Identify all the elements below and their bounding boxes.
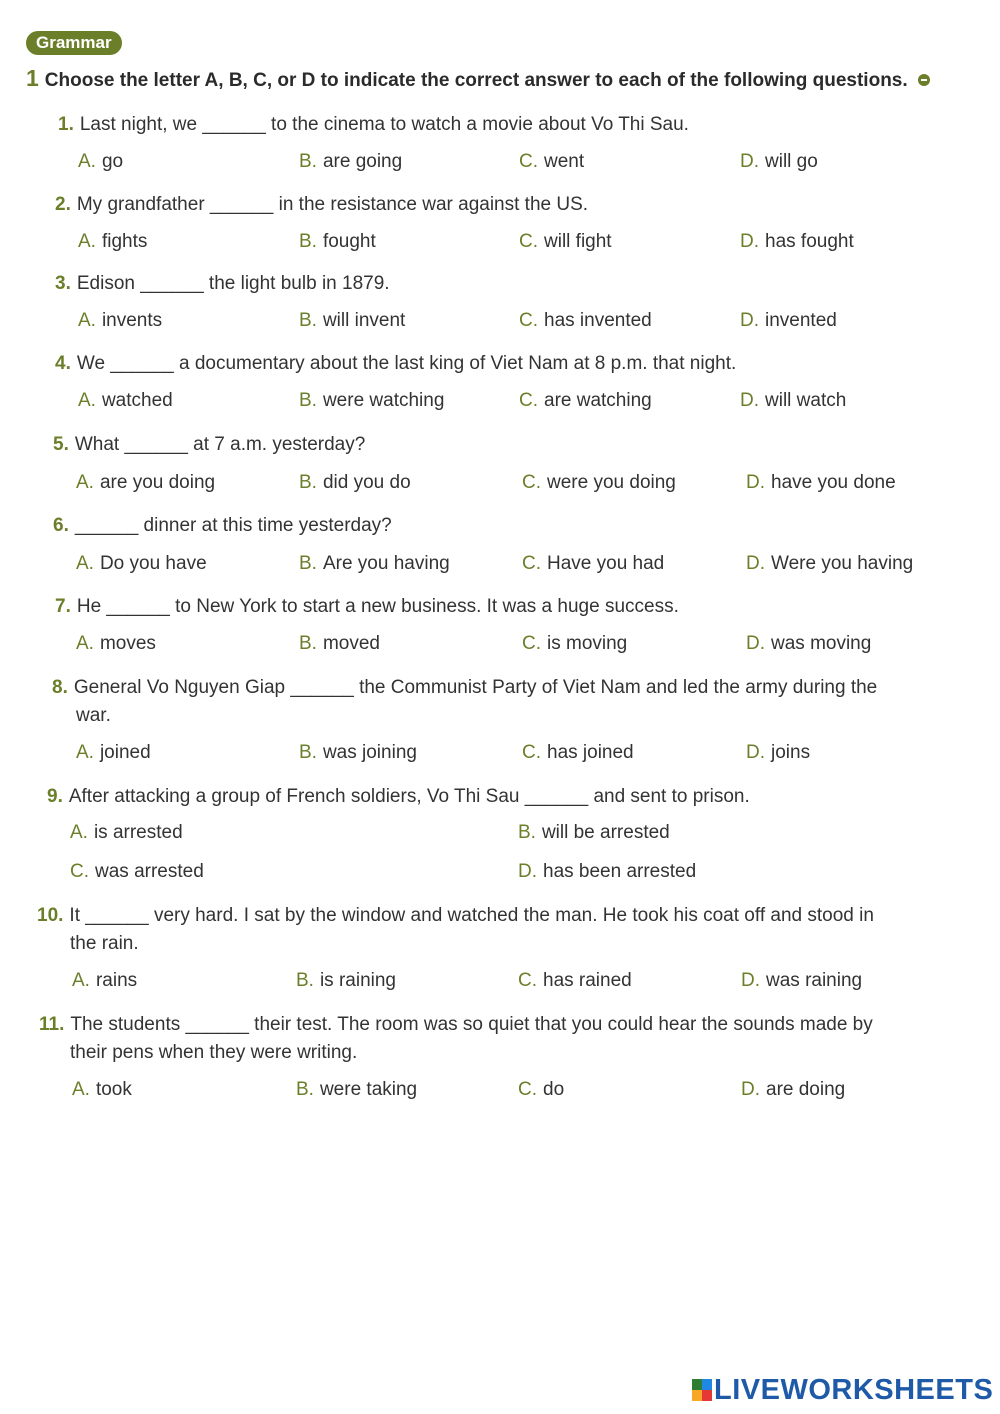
option-a[interactable]: A. is arrested [70, 822, 183, 843]
option-a[interactable]: A. moves [76, 633, 156, 654]
question-stem-continued: their pens when they were writing. [70, 1042, 358, 1063]
option-d[interactable]: D. has been arrested [518, 861, 697, 882]
option-d[interactable]: D. are doing [741, 1079, 846, 1100]
option-b[interactable]: B. moved [299, 633, 380, 654]
question-stem-continued: war. [76, 705, 111, 726]
option-d[interactable]: D. was raining [741, 970, 863, 991]
question-stem: What ______ at 7 a.m. yesterday? [74, 434, 366, 455]
question-number: 6. [53, 515, 69, 536]
option-b[interactable]: B. is raining [296, 970, 396, 991]
option-a[interactable]: A. rains [72, 970, 138, 991]
option-c[interactable]: C. were you doing [522, 472, 676, 493]
option-c[interactable]: C. Have you had [522, 553, 665, 574]
option-d[interactable]: D. invented [740, 310, 837, 331]
question-stem-continued: the rain. [70, 933, 139, 954]
option-d[interactable]: D. will watch [740, 390, 847, 411]
option-c[interactable]: C. is moving [522, 633, 628, 654]
question-stem: It ______ very hard. I sat by the window and watched the man. He took his coat off and stood in [69, 905, 874, 926]
option-c[interactable]: C. are watching [519, 390, 652, 411]
question-stem: We ______ a documentary about the last king of Viet Nam at 8 p.m. that night. [76, 353, 737, 374]
option-a[interactable]: A. go [78, 151, 124, 172]
liveworksheets-logo-icon [692, 1379, 712, 1401]
option-b[interactable]: B. fought [299, 231, 376, 252]
question-stem: He ______ to New York to start a new business. It was a huge success. [76, 596, 679, 617]
liveworksheets-logo[interactable] [692, 1373, 994, 1406]
option-b[interactable]: B. will invent [299, 310, 406, 331]
question-number: 11. [39, 1014, 65, 1035]
question-stem: My grandfather ______ in the resistance war against the US. [76, 194, 589, 215]
question-stem: Edison ______ the light bulb in 1879. [76, 273, 390, 294]
audio-icon[interactable] [918, 74, 930, 86]
question-stem: After attacking a group of French soldiers, Vo Thi Sau ______ and sent to prison. [68, 786, 750, 807]
option-c[interactable]: C. do [518, 1079, 565, 1100]
exercise-instruction: Choose the letter A, B, C, or D to indicate the correct answer to each of the following questions. [44, 70, 908, 91]
option-a[interactable]: A. invents [78, 310, 163, 331]
option-d[interactable]: D. have you done [746, 472, 896, 493]
option-a[interactable]: A. fights [78, 231, 148, 252]
question-number: 1. [58, 114, 74, 135]
question-number: 3. [55, 273, 71, 294]
option-b[interactable]: B. are going [299, 151, 403, 172]
question-6 [53, 512, 392, 540]
option-c[interactable]: C. has rained [518, 970, 632, 991]
option-a[interactable]: A. joined [76, 742, 151, 763]
option-d[interactable]: D. joins [746, 742, 811, 763]
question-7 [55, 593, 679, 621]
option-d[interactable]: D. was moving [746, 633, 872, 654]
exercise-heading [26, 65, 986, 92]
option-b[interactable]: B. Are you having [299, 553, 450, 574]
question-number: 2. [55, 194, 71, 215]
option-c[interactable]: C. went [519, 151, 585, 172]
question-stem: Last night, we ______ to the cinema to watch a movie about Vo Thi Sau. [79, 114, 689, 135]
question-number: 8. [52, 677, 68, 698]
option-b[interactable]: B. was joining [299, 742, 417, 763]
option-c[interactable]: C. was arrested [70, 861, 204, 882]
brand-name: LIVEWORKSHEETS [714, 1373, 994, 1406]
option-d[interactable]: D. will go [740, 151, 818, 172]
question-5 [53, 431, 365, 459]
question-number: 7. [55, 596, 71, 617]
option-b[interactable]: B. will be arrested [518, 822, 670, 843]
option-a[interactable]: A. took [72, 1079, 132, 1100]
question-stem: The students ______ their test. The room was so quiet that you could hear the sounds made by [70, 1014, 873, 1035]
question-11 [39, 1011, 959, 1067]
question-3 [55, 270, 390, 298]
option-c[interactable]: C. has invented [519, 310, 652, 331]
option-a[interactable]: A. are you doing [76, 472, 216, 493]
question-number: 10. [37, 905, 64, 926]
question-2 [55, 191, 588, 219]
option-c[interactable]: C. has joined [522, 742, 634, 763]
option-d[interactable]: D. has fought [740, 231, 854, 252]
question-number: 9. [47, 786, 63, 807]
section-label: Grammar [26, 31, 122, 55]
option-c[interactable]: C. will fight [519, 231, 612, 252]
question-number: 5. [53, 434, 69, 455]
option-b[interactable]: B. were taking [296, 1079, 418, 1100]
option-d[interactable]: D. Were you having [746, 553, 914, 574]
question-8 [52, 674, 952, 730]
question-1 [58, 111, 689, 139]
option-b[interactable]: B. were watching [299, 390, 445, 411]
exercise-number: 1 [26, 65, 39, 91]
question-number: 4. [55, 353, 71, 374]
question-4 [55, 350, 736, 378]
question-stem: ______ dinner at this time yesterday? [74, 515, 392, 536]
option-b[interactable]: B. did you do [299, 472, 411, 493]
question-9 [47, 783, 750, 811]
option-a[interactable]: A. Do you have [76, 553, 207, 574]
question-10 [37, 902, 957, 958]
question-stem: General Vo Nguyen Giap ______ the Communist Party of Viet Nam and led the army during the [73, 677, 878, 698]
option-a[interactable]: A. watched [78, 390, 173, 411]
